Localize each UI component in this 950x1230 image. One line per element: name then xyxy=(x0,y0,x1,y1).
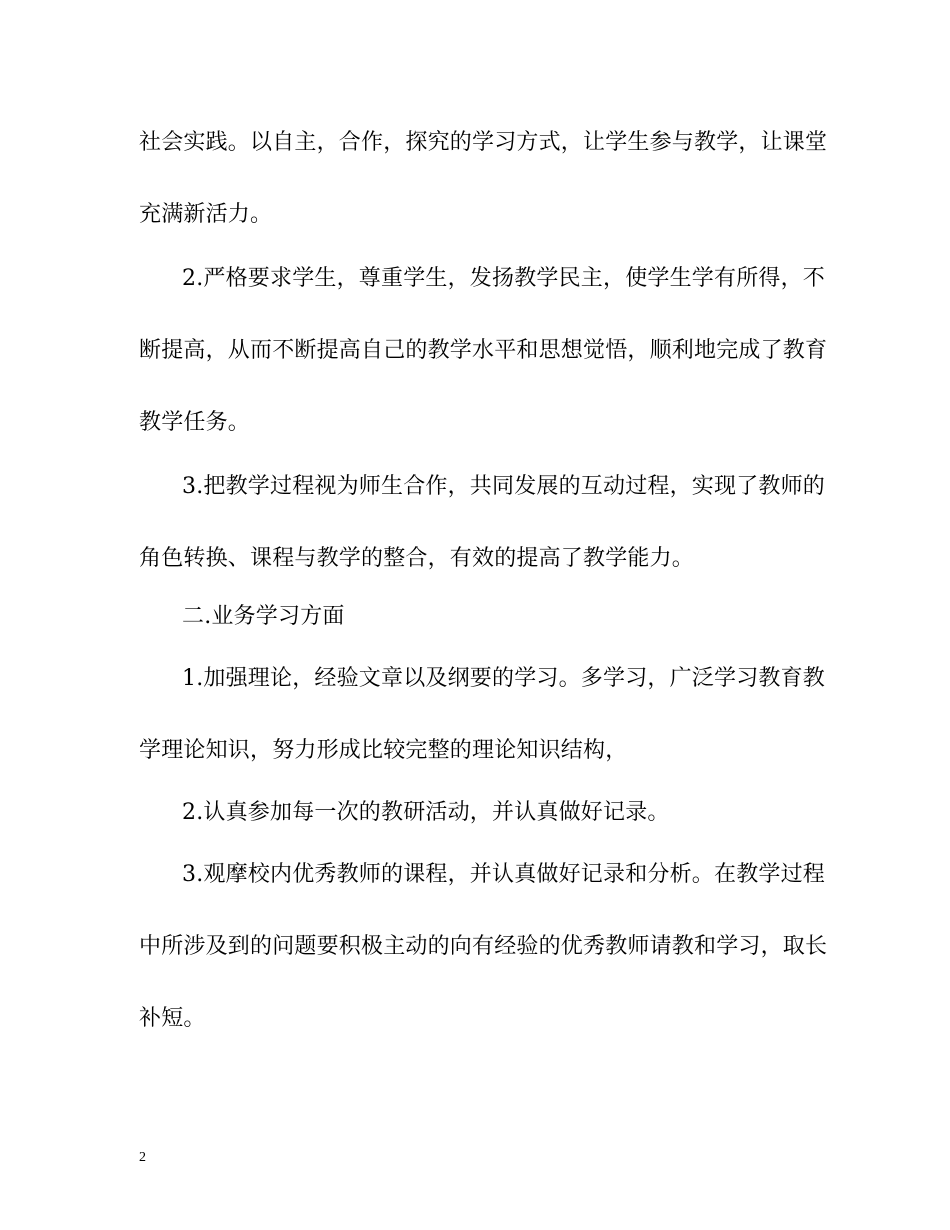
section-heading: 二.业务学习方面 xyxy=(182,604,345,629)
paragraph-line: 角色转换、课程与教学的整合，有效的提高了教学能力。 xyxy=(139,546,695,571)
paragraph-line: 社会实践。以自主，合作，探究的学习方式，让学生参与教学，让课堂 xyxy=(139,130,828,155)
paragraph-line: 1.加强理论，经验文章以及纲要的学习。多学习，广泛学习教育教 xyxy=(182,666,825,691)
paragraph-line: 断提高，从而不断提高自己的教学水平和思想觉悟，顺利地完成了教育 xyxy=(139,338,828,363)
paragraph-line: 2.认真参加每一次的教研活动，并认真做好记录。 xyxy=(182,800,670,825)
paragraph-line: 2.严格要求学生，尊重学生，发扬教学民主，使学生学有所得，不 xyxy=(182,266,825,291)
paragraph-line: 3.把教学过程视为师生合作，共同发展的互动过程，实现了教师的 xyxy=(182,474,825,499)
paragraph-line: 补短。 xyxy=(139,1006,206,1031)
paragraph-line: 3.观摩校内优秀教师的课程，并认真做好记录和分析。在教学过程 xyxy=(182,862,825,887)
paragraph-line: 教学任务。 xyxy=(139,410,251,435)
paragraph-line: 中所涉及到的问题要积极主动的向有经验的优秀教师请教和学习，取长 xyxy=(139,934,828,959)
page-number: 2 xyxy=(139,1150,146,1165)
paragraph-line: 学理论知识，努力形成比较完整的理论知识结构， xyxy=(139,738,628,763)
paragraph-line: 充满新活力。 xyxy=(139,202,273,227)
